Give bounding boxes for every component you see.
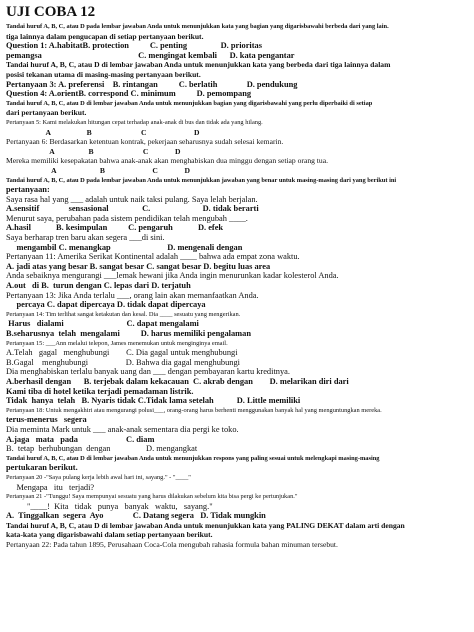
text-line: A.sensitif sensasional C. D. tidak berarti: [6, 204, 259, 214]
text-line: A.out di B. turun dengan C. lepas dari D. terjatuh: [6, 281, 191, 291]
text-line: Saya rasa hal yang ___ adalah untuk naik taksi pulang. Saya lelah berjalan.: [6, 194, 258, 204]
text-line: Pertanyaan 18: Untuk mengakhiri atau mengurangi polusi___, orang-orang harus berhenti menggunakan banyak hal yang menguntungkan mereka.: [6, 406, 382, 414]
text-line: Question 1: A.habitatB. protection C. penting D. prioritas: [6, 41, 262, 51]
text-line: A.jaga mata pada C. diam: [6, 434, 155, 444]
text-line: Pertanyaan 15: ___Ann melalui telepon, James menemukan untuk menginginya email.: [6, 339, 228, 347]
text-line: A B C D: [6, 127, 200, 137]
text-line: Tidak hanya telah B. Nyaris tidak C.Tidak lama setelah D. Little memiliki: [6, 396, 301, 406]
text-line: B. tetap berhubungan dengan D. mengangkat: [6, 444, 198, 454]
text-line: mengambil C. menangkap D. mengenali dengan: [6, 242, 243, 252]
text-line: Pertanyaan 22: Pada tahun 1895, Perusahaan Coca-Cola mengubah rahasia formula bahan minuman tersebut.: [6, 540, 338, 550]
text-line: Question 4: A.orientB. correspond C. minimum D. pemompang: [6, 89, 252, 99]
text-line: Pertanyaan 6: Berdasarkan ketentuan kontrak, pekerjaan seharusnya sudah selesai kemarin.: [6, 137, 284, 147]
text-line: Pertanyaan 11: Amerika Serikat Kontinental adalah ____ bahwa ada empat zona waktu.: [6, 252, 300, 262]
text-line: Dia menghabiskan terlalu banyak uang dan ___ dengan pembayaran kartu kreditnya.: [6, 367, 290, 377]
text-line: Pertanyaan 5: Kami melakukan hitungan cepat terhadap anak-anak di bus dan tidak ada yang hilang.: [6, 118, 263, 126]
text-line: kata-kata yang digarisbawahi dalam setiap pertanyaan berikut.: [6, 530, 213, 540]
text-line: pertukaran berikut.: [6, 463, 78, 473]
text-line: Tandai huruf A, B, C, atau D di lembar jawaban Anda untuk menunjukkan bagian yang digarisbawahi yang perlu diperbaiki di setiap: [6, 99, 373, 107]
text-line: A B C D: [6, 165, 190, 175]
text-line: Mengapa itu terjadi?: [6, 482, 95, 492]
exam-page: [6, 4, 470, 550]
text-line: Harus dialami C. dapat mengalami: [6, 319, 199, 329]
text-line: percaya C. dapat dipercaya D. tidak dapat dipercaya: [6, 300, 206, 310]
text-line: Pertanyaan 21 -"Tunggu! Saya mempunyai sesuatu yang harus dilakukan sebelum kita bisa pergi ke pertunjukan.": [6, 493, 298, 501]
text-line: dari pertanyaan berikut.: [6, 108, 87, 118]
text-line: terus-menerus segera: [6, 415, 87, 425]
text-line: Tandai huruf A, B, C, atau D di lembar jawaban Anda untuk menunjukkan respons yang paling sesuai untuk melengkapi masing-masing: [6, 454, 380, 462]
text-line: Tandai huruf A, B, C, atau D di lembar jawaban Anda untuk menunjukkan kata yang berbeda dari tiga lainnya dalam: [6, 60, 391, 70]
text-line: Pertanyaan 14: Tim terlihat sangat ketakutan dan kesal. Dia ____ sesuatu yang mengerikan.: [6, 310, 241, 318]
text-line: A B C D: [6, 146, 181, 156]
text-line: Menurut saya, perubahan pada sistem pendidikan telah mengubah ____.: [6, 213, 248, 223]
text-line: "____! Kita tidak punya banyak waktu, sayang.": [6, 501, 213, 511]
text-line: A.Telah gagal menghubungi C. Dia gagal untuk menghubungi: [6, 348, 238, 358]
text-line: posisi tekanan utama di masing-masing pertanyaan berikut.: [6, 69, 201, 79]
text-line: pertanyaan:: [6, 185, 50, 195]
text-line: Tandai huruf A, B, C, atau D pada lembar jawaban Anda untuk menunjukkan jawaban yang benar untuk masing-masing dari yang berikut ini: [6, 176, 397, 184]
text-line: A.berhasil dengan B. terjebak dalam kekacauan C. akrab dengan D. melarikan diri dari: [6, 376, 349, 386]
page-title: UJI COBA 12: [6, 4, 96, 20]
text-line: Pertanyaan 3: A. preferensi B. rintangan C. berlatih D. pendukung: [6, 79, 298, 89]
text-line: A. Tinggalkan segera Ayo C. Datang segera D. Tidak mungkin: [6, 511, 266, 521]
text-line: Pertanyaan 13: Jika Anda terlalu ___, orang lain akan memanfaatkan Anda.: [6, 290, 259, 300]
text-line: Mereka memiliki kesepakatan bahwa anak-anak akan menghabiskan dua minggu dengan setiap orang tua.: [6, 156, 328, 166]
text-line: Saya berharap tren baru akan segera ___di sini.: [6, 233, 165, 243]
text-line: tiga lainnya dalam pengucapan di setiap pertanyaan berikut.: [6, 31, 204, 41]
text-line: Kami tiba di hotel ketika terjadi pemadaman listrik.: [6, 386, 194, 396]
text-line: Pertanyaan 20 -"Saya pulang kerja lebih awal hari ini, sayang." - "____": [6, 473, 191, 481]
text-line: Tandai huruf A, B, C, atau D di lembar jawaban Anda untuk menunjukkan kata yang PALING DEKAT dalam arti dengan: [6, 520, 405, 530]
text-line: B.Gagal menghubungi D. Bahwa dia gagal menghubungi: [6, 357, 240, 367]
text-line: Anda sebaiknya mengurangi ___lemak hewani jika Anda ingin menurunkan kadar kolesterol Anda.: [6, 271, 339, 281]
text-line: A. jadi atas yang besar B. sangat besar C. sangat besar D. begitu luas area: [6, 261, 271, 271]
text-line: Tandai huruf A, B, C, atau D pada lembar jawaban Anda untuk menunjukkan kata yang bagian yang digarisbawahi berbeda dari yang lain.: [6, 23, 389, 30]
text-line: pemangsa C. mengingat kembali D. kata pengantar: [6, 50, 295, 60]
text-line: A.hasil B. kesimpulan C. pengaruh D. efek: [6, 223, 224, 233]
text-line: B.seharusnya telah mengalami D. harus memiliki pengalaman: [6, 329, 251, 338]
question-list: [6, 22, 470, 550]
text-line: Dia meminta Mark untuk ___ anak-anak sementara dia pergi ke toko.: [6, 424, 239, 434]
